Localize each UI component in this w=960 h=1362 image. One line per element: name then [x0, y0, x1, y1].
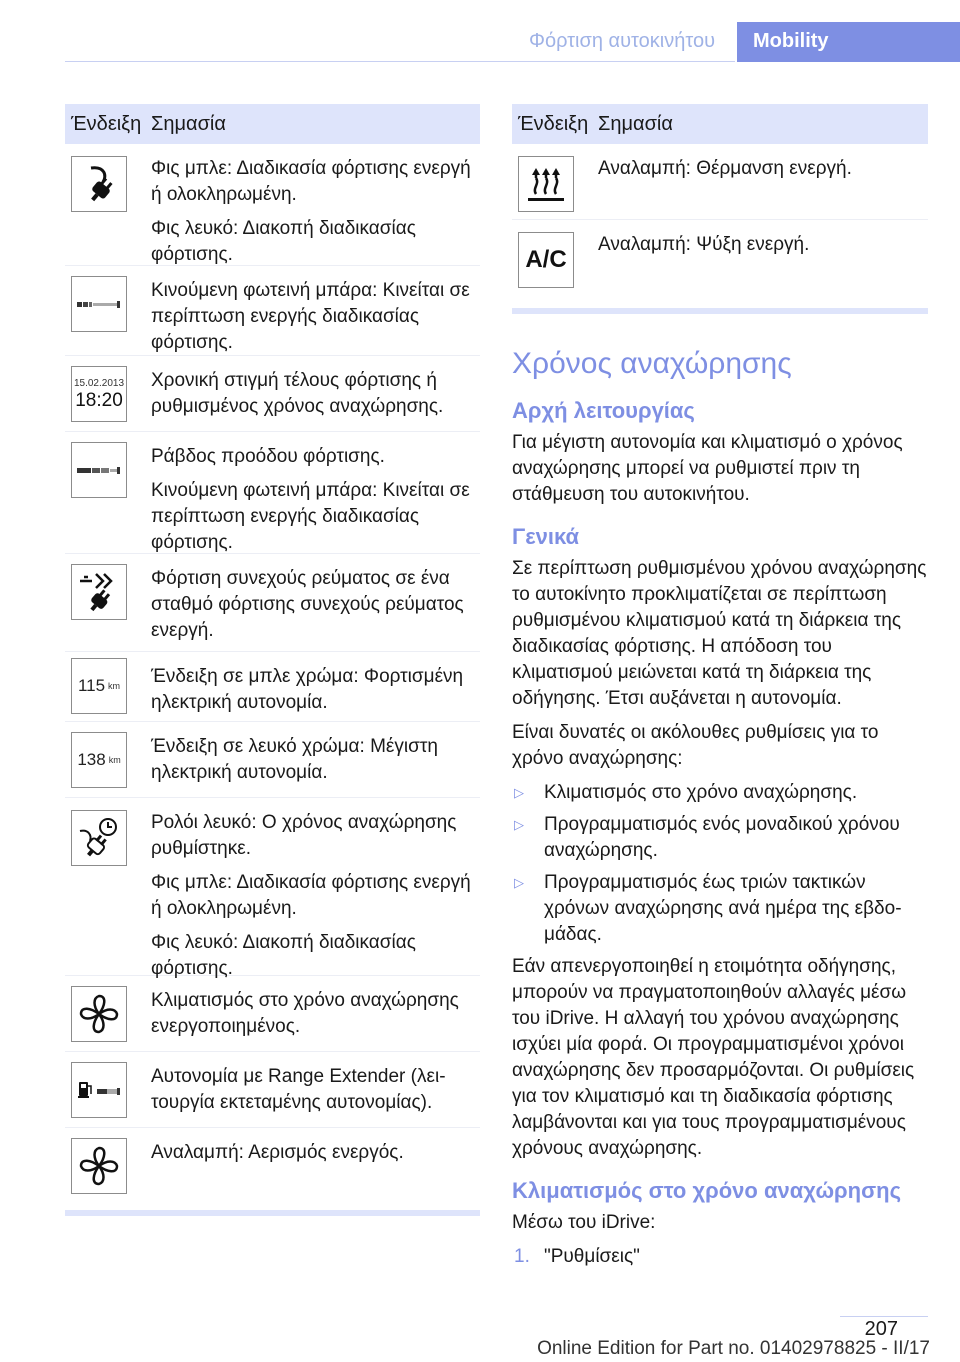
bullet-marker: ▷ [514, 817, 524, 832]
range-value: 138 [77, 750, 106, 769]
icon-time: 18:20 [75, 389, 123, 411]
section-title: Χρόνος αναχώρησης [512, 347, 792, 380]
page-number-divider [840, 1316, 928, 1317]
table-row [65, 356, 480, 432]
indicator-table-left [65, 104, 480, 1216]
dc-charging-icon [71, 564, 127, 620]
list-item-text: Προγραμματισμός ενός μοναδικού χρόνου αναχώρησης. [544, 814, 900, 861]
page-number: 207 [864, 1318, 898, 1340]
subsection-title-climate: Κλιματισμός στο χρόνο αναχώρησης [512, 1178, 902, 1203]
fan-icon [71, 986, 127, 1042]
paragraph: Εάν απενεργοποιηθεί η ετοιμότητα οδήγησης, μπορούν να πραγματοποιηθούν αλλαγές μέσω του iDrive. Η αλλαγή του χρόνου αναχώρησης ισχύει μία φορά. Οι προγραμματισμένοι χρόνοι αναχώρησης δεν προσαρμόζονται. Οι ρυθμίσεις για τον κλιματισμό και τη διαδικασία φόρτισης λαμβάνονται και για τους προγραμματισμένους χρόνους αναχώρησης. [512, 956, 915, 1159]
list-item [512, 780, 928, 806]
column-header-indicator: Ένδειξη [518, 112, 589, 135]
paragraph: Για μέγιστη αυτονομία και κλιματισμό ο χρόνος αναχώρησης μπορεί να ρυθμιστεί πριν τη στάθμευση του αυτοκινήτου. [512, 432, 903, 505]
icon-date: 15.02.2013 [73, 377, 125, 389]
row-text: Αναλαμπή: Θέρμανση ενεργή. [598, 158, 852, 179]
fan-icon [71, 1138, 127, 1194]
list-item [512, 812, 928, 864]
table-row [65, 266, 480, 356]
ac-icon [518, 232, 574, 288]
table-row [65, 1128, 480, 1204]
table-row [65, 554, 480, 652]
moving-light-bar-icon [71, 276, 127, 332]
column-header-indicator: Ένδειξη [71, 112, 142, 135]
row-text: Κινούμενη φωτεινή μπάρα: Κινείται σε περίπτωση ενεργής διαδικασίας φόρτισης. [151, 480, 470, 553]
step-item [512, 1244, 928, 1270]
range-value: 115 [77, 676, 106, 695]
subsection-title-general: Γενικά [512, 524, 580, 549]
row-text: Αναλαμπή: Αερισμός ενεργός. [151, 1142, 404, 1163]
table-row [65, 1052, 480, 1128]
subsection-title-principle: Αρχή λειτουργίας [512, 398, 695, 423]
row-text: Ρολόι λευκό: Ο χρόνος αναχώρησης ρυθμίστηκε. [151, 812, 457, 859]
charging-progress-bar-icon [71, 442, 127, 498]
range-white-icon [71, 732, 127, 788]
paragraph: Είναι δυνατές οι ακόλουθες ρυθμίσεις για το χρόνο αναχώρησης: [512, 722, 879, 769]
bullet-marker: ▷ [514, 785, 524, 800]
fuel-range-extender-icon [71, 1062, 127, 1118]
page-header [0, 0, 960, 64]
charging-plug-icon [71, 156, 127, 212]
row-text: Αναλαμπή: Ψύξη ενεργή. [598, 234, 810, 255]
column-header-meaning: Σημασία [598, 112, 673, 135]
paragraph: Σε περίπτωση ρυθμισμένου χρόνου αναχώρησης το αυτοκίνητο προκλιματίζεται σε περίπτωση ρυθμισμένου κλιματισμού κατά τη διάρκεια της διαδικασίας φόρτισης. Η απόδοση του κλιματισμού μειώνεται κατά τη διάρκεια της οδήγησης. Έτσι αυξάνεται η αυτονομία. [512, 558, 927, 709]
heating-icon [518, 156, 574, 212]
row-text: Χρονική στιγμή τέλους φόρτισης ή ρυθμισμένος χρόνος αναχώρησης. [151, 370, 444, 417]
range-blue-icon [71, 658, 127, 714]
header-section-title: Φόρτιση αυτοκινήτου [528, 30, 716, 52]
table-row [512, 220, 928, 296]
paragraph: Μέσω του iDrive: [512, 1212, 656, 1233]
row-text: Φις λευκό: Διακοπή διαδικασίας φόρτισης. [151, 932, 416, 979]
table-row [65, 144, 480, 266]
row-text: Φόρτιση συνεχούς ρεύματος σε ένα σταθμό φόρτισης συνεχούς ρεύματος ενεργή. [151, 568, 464, 641]
clock-plug-icon [71, 810, 127, 866]
departure-time-section [512, 346, 928, 1276]
table-header [65, 104, 480, 144]
step-text: "Ρυθμίσεις" [544, 1246, 640, 1267]
row-text: Φις μπλε: Διαδικασία φόρτισης ενεργή ή ολοκληρωμένη. [151, 158, 471, 205]
edition-footer: Online Edition for Part no. 01402978825 - II/17 [537, 1338, 930, 1359]
table-row [65, 798, 480, 979]
indicator-table-right [512, 104, 928, 314]
row-text: Ράβδος προόδου φόρτισης. [151, 446, 385, 467]
range-unit: km [108, 755, 121, 765]
table-header [512, 104, 928, 144]
column-header-meaning: Σημασία [151, 112, 226, 135]
row-text: Αυτονομία με Range Extender (λειτουργία εκτεταμένης αυτονομίας). [151, 1066, 446, 1113]
list-item-text: Κλιματισμός στο χρόνο αναχώρησης. [544, 782, 858, 803]
row-text: Φις λευκό: Διακοπή διαδικασίας φόρτισης. [151, 218, 416, 265]
table-bottom-bar [512, 308, 928, 314]
header-chapter-tab[interactable]: Mobility [737, 22, 960, 62]
table-row [65, 432, 480, 554]
date-time-icon [71, 366, 127, 422]
row-text: Ένδειξη σε μπλε χρώμα: Φορτισμένη ηλεκτρική αυτονομία. [151, 666, 464, 713]
row-text: Κινούμενη φωτεινή μπάρα: Κινείται σε περίπτωση ενεργής διαδικασίας φόρτισης. [151, 280, 470, 353]
row-text: Κλιματισμός στο χρόνο αναχώρησης ενεργοποιημένος. [151, 990, 459, 1037]
table-row [65, 722, 480, 798]
row-text: Ένδειξη σε λευκό χρώμα: Μέγιστη ηλεκτρική αυτονομία. [151, 736, 438, 783]
ac-label: A/C [525, 246, 567, 273]
row-text: Φις μπλε: Διαδικασία φόρτισης ενεργή ή ολοκληρωμένη. [151, 872, 471, 919]
header-divider [65, 61, 735, 62]
list-item [512, 870, 928, 948]
step-number: 1. [514, 1246, 530, 1267]
table-row [65, 976, 480, 1052]
bullet-marker: ▷ [514, 875, 524, 890]
table-bottom-bar [65, 1210, 480, 1216]
list-item-text: Προγραμματισμός έως τριών τακτικών χρόνων αναχώρησης ανά ημέρα της εβδομάδας. [544, 872, 902, 945]
table-row [512, 144, 928, 220]
table-row [65, 652, 480, 722]
range-unit: km [108, 681, 121, 691]
